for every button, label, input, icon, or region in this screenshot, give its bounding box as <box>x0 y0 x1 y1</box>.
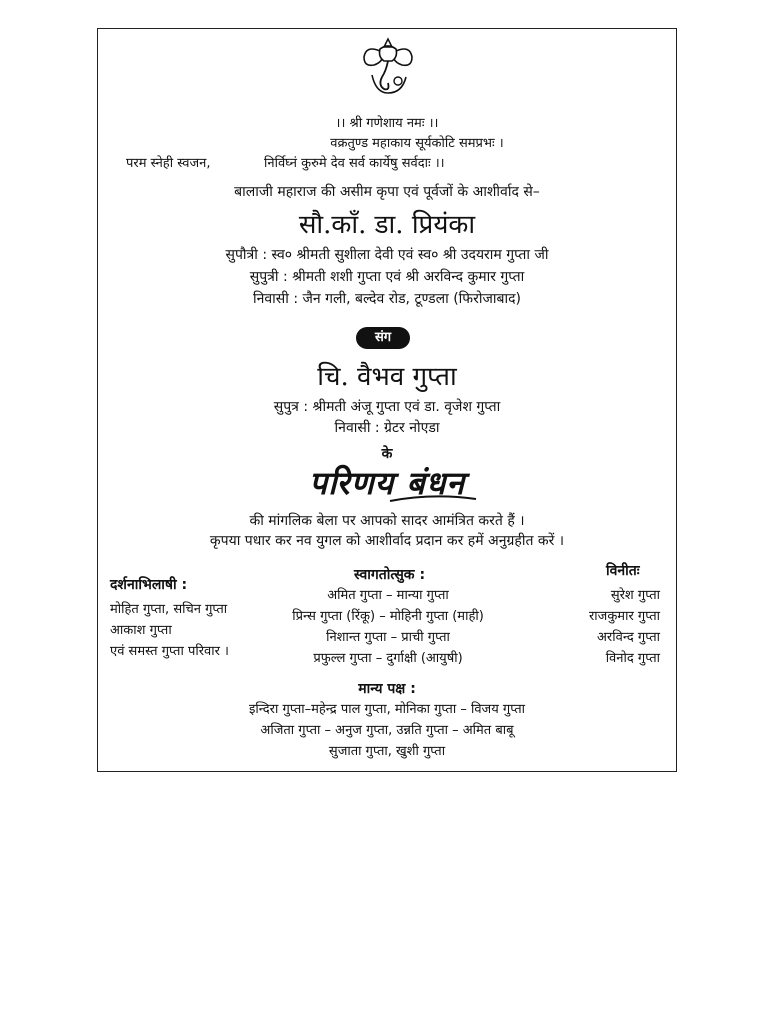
blessing-line: बालाजी महाराज की असीम कृपा एवं पूर्वजों के आशीर्वाद से– <box>234 184 540 200</box>
invocation-line-2: वक्रतुण्ड महाकाय सूर्यकोटि समप्रभः । <box>330 136 504 151</box>
darshanabhilashi-list <box>110 599 229 662</box>
list-item: अमित गुप्ता – मान्या गुप्ता <box>327 588 449 603</box>
vinit-list <box>589 585 660 669</box>
list-item: प्रफुल्ल गुप्ता – दुर्गाक्षी (आयुषी) <box>313 651 463 666</box>
bride-residence: निवासी : जैन गली, बल्देव रोड, टूण्डला (फिरोजाबाद) <box>253 291 521 307</box>
manya-paksh-heading: मान्य पक्ष : <box>358 681 416 697</box>
groom-parents: सुपुत्र : श्रीमती अंजू गुप्ता एवं डा. वृजेश गुप्ता <box>273 399 501 415</box>
list-item: मोहित गुप्ता, सचिन गुप्ता <box>110 602 228 617</box>
invitation-card <box>97 28 677 772</box>
list-item: विनोद गुप्ता <box>605 651 660 666</box>
ganesha-icon <box>358 33 418 97</box>
invocation-line-3: निर्विघ्नं कुरुमे देव सर्व कार्येषु सर्वदाः ।। <box>264 156 445 171</box>
list-item: अजिता गुप्ता – अनुज गुप्ता, उन्नति गुप्ता – अमित बाबू <box>260 723 514 738</box>
list-item: सुरेश गुप्ता <box>610 588 660 603</box>
groom-residence: निवासी : ग्रेटर नोएडा <box>334 420 440 436</box>
title-swash-icon <box>388 495 478 505</box>
ke-text: के <box>381 446 393 462</box>
vinit-heading: विनीतः <box>606 563 640 579</box>
salutation: परम स्नेही स्वजन, <box>126 156 211 171</box>
groom-name: चि. वैभव गुप्ता <box>317 362 457 392</box>
list-item: आकाश गुप्ता <box>110 623 172 638</box>
list-item: निशान्त गुप्ता – प्राची गुप्ता <box>326 630 450 645</box>
invite-line-2: कृपया पधार कर नव युगल को आशीर्वाद प्रदान कर हमें अनुग्रहीत करें । <box>209 533 565 549</box>
list-item: एवं समस्त गुप्ता परिवार । <box>110 644 229 659</box>
bride-parents: सुपुत्री : श्रीमती शशी गुप्ता एवं श्री अरविन्द कुमार गुप्ता <box>249 269 525 285</box>
list-item: प्रिन्स गुप्ता (रिंकू) – मोहिनी गुप्ता (माही) <box>292 609 484 624</box>
swagatotsuk-list <box>278 585 498 669</box>
bride-name: सौ.कॉं. डा. प्रियंका <box>298 210 476 240</box>
darshanabhilashi-heading: दर्शनाभिलाषी : <box>110 577 188 593</box>
swagatotsuk-heading: स्वागतोत्सुक : <box>354 567 426 583</box>
list-item: सुजाता गुप्ता, खुशी गुप्ता <box>328 744 446 759</box>
list-item: इन्दिरा गुप्ता–महेन्द्र पाल गुप्ता, मोनिका गुप्ता – विजय गुप्ता <box>249 702 525 717</box>
bride-grandparents: सुपौत्री : स्व० श्रीमती सुशीला देवी एवं स्व० श्री उदयराम गुप्ता जी <box>225 247 549 263</box>
manya-paksh-list <box>98 699 676 762</box>
invite-line-1: की मांगलिक बेला पर आपको सादर आमंत्रित करते हैं । <box>249 513 525 529</box>
list-item: राजकुमार गुप्ता <box>588 609 660 624</box>
list-item: अरविन्द गुप्ता <box>597 630 660 645</box>
ceremony-title: परिणय बंधन <box>308 464 466 502</box>
sang-badge: संग <box>356 327 410 349</box>
invocation-line-1: ।। श्री गणेशाय नमः ।। <box>335 116 439 131</box>
ceremony-title-wrap <box>98 461 676 504</box>
